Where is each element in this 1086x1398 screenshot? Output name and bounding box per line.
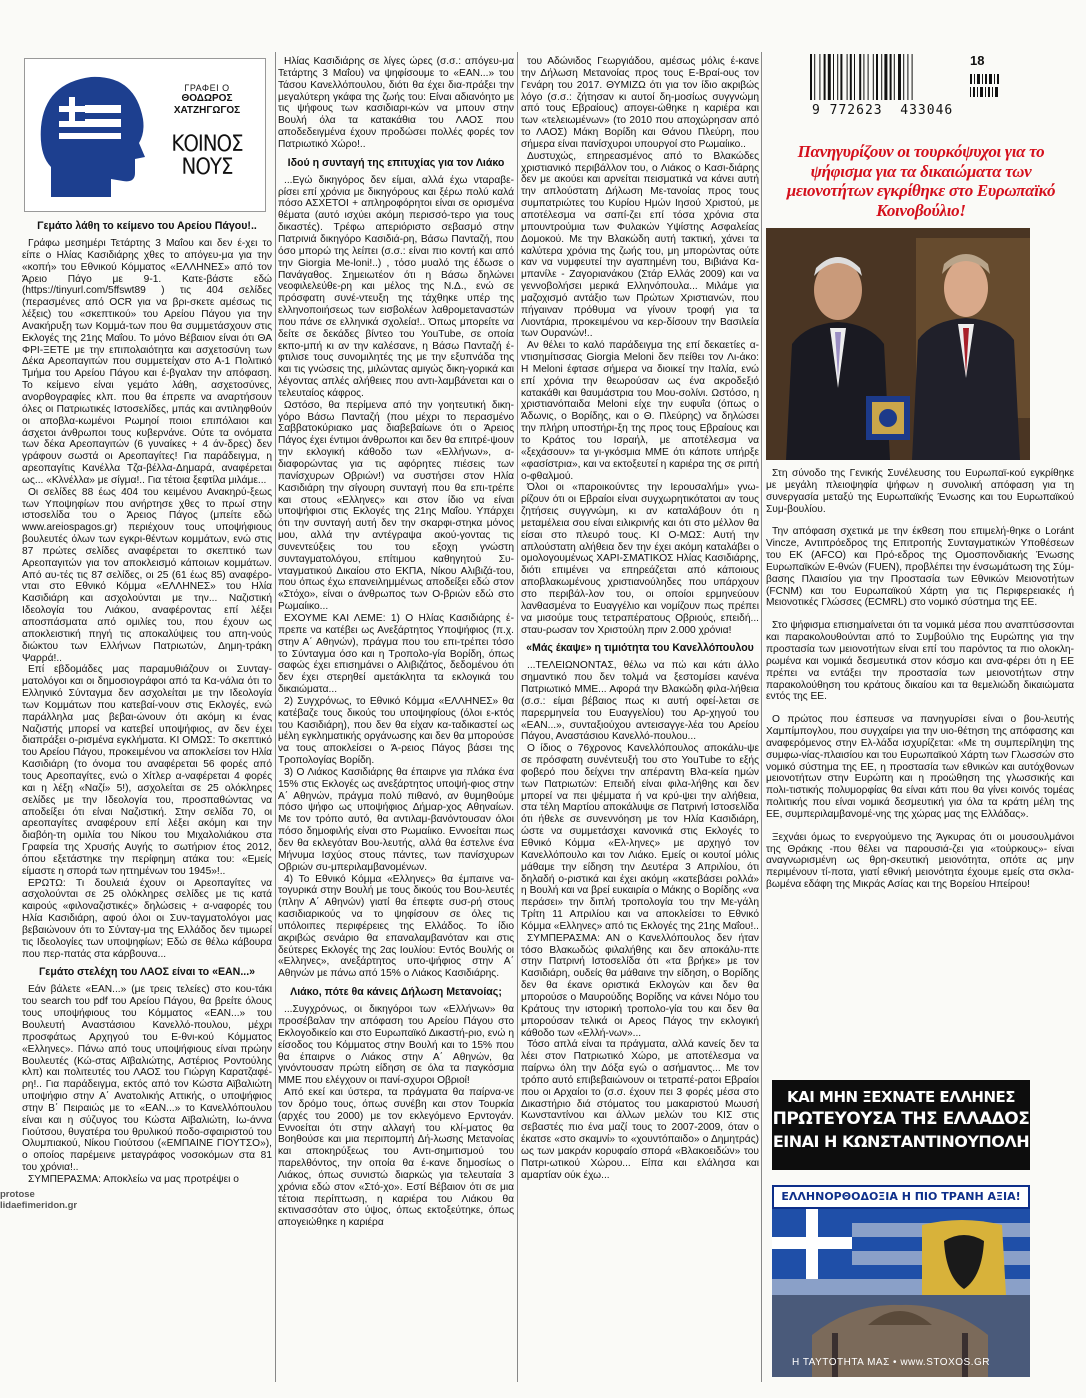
ad-header: ΕΛΛΗΝΟΡΘΟΔΟΞΙΑ Η ΠΙΟ ΤΡΑΝΗ ΑΞΙΑ!	[772, 1185, 1030, 1209]
article-subheading: Ιδού η συνταγή της επιτυχίας για τον Λιάκο	[287, 156, 505, 169]
paragraph: Ο πρώτος που έσπευσε να πανηγυρίσει είναι ο βου-λευτής Χαμπίμπογλου, που συγχαίρει για την υιο-θέτηση της απόφασης και αναφερόμενος στην Ελ-λάδα ισχυρίζεται: «Με τη συμπερίληψη της συμφω-νίας-πλαισίου και του Ευρωπαϊκού Χάρτη των Γλωσσών στο νομικό σύστημα της ΕΕ, η προστασία των εθνικών και αυτόχθονων μειονοτήτων στην Ευρώπη και η προώθηση της γλωσσικής και πολι-τιστικής πολυμορφίας θα είναι κάτι που θα γίνει κοινός τομέας πολιτικής που είναι νομικά δεσμευτική για όλα τα κράτη μέλη της ΕΕ, συμπεριλαμβανομέ-νης της χώρας μας της Ελλάδας».	[766, 714, 1074, 820]
article-column-3	[521, 0, 759, 1398]
article-body	[521, 660, 759, 1181]
paragraph: Ο ίδιος ο 76χρονος Κανελλόπουλος αποκάλυ-ψε σε πρόσφατη συνέντευξή του στο YouTube το εξής φοβερό που δείχνει την απέραντη Βλα-κεία ημών των Πατριωτών: Επειδή είναι φιλα-λήθης και δεν μπορεί να πει ψέμματα ή να κρύ-ψει την αλήθεια, στα τέλη Μαρτίου αποκάλυψε σε Πατρινή Ιστοσελίδα ότι ήθελε σε συνεννόηση με τον Ηλία Κασιδιάρη, ώστε να συμμετάσχει κανονικά στις Εκλογές το Εθνικό Κόμμα «Ελ-ληνες» με αρχηγό τον Κανελλόπουλο και τον Λιάκο. Εμείς οι κουτοί μόλις μάθαμε την είδηση την Δευτέρα 3 Απριλίου, ότι δηλαδή ο-ριστικά και έχει ακόμη «κατεβάσει ρολλά» η Βουλή και να βρεί ευκαιρία ο Μάκης ο Βορίδης «να περάσει» την διπλή τροπολογία του την Με-γάλη Τρίτη 11 Απριλίου και να αποκλείσει το Εθνικό Κόμμα «Ελληνες» από τις Εκλογές της 21ης Μαΐου!..	[521, 743, 759, 932]
paragraph: Στη σύνοδο της Γενικής Συνέλευσης του Ευρωπαϊ-κού εγκρίθηκε με μεγάλη πλειοψηφία ψήφων η συνολική απόφαση για τη συνεργασία μεταξύ της Ευρωπαϊκής Ένωσης και του Ευρωπαϊκού Συμ-βουλίου.	[766, 468, 1074, 515]
paragraph: Αν θέλει το καλό παράδειγμα της επί δεκαετίες α-ντισημίτισσας Giorgia Meloni δεν πείθει τον Λι-άκο: Η Meloni έφτασε σήμερα να διοικεί την Ιταλία, ενώ επί χρόνια την θεωρούσαν ως ένα ακροδεξιό κατακάθι και θαυμάστρια του Μου-σολίνι. Ωστόσο, η χριστιανόπαιδα Meloni είχε την ευφυΐα (όπως ο Άδωνις, ο Βορίδης, και ο Θ. Πλεύρης) να δηλώσει την πλήρη υποστήρι-ξη της προς τους Εβραίους και το Κράτος του Ισραήλ, με αποτέλεσμα να «ξεχάσουν» τα γι-γκόσμια ΜΜΕ ότι κάποτε υπήρξε «φασίστρια», και να εκτοξευτεί η καριέρα της σε ριπή ο-φθαλμού.	[521, 340, 759, 482]
paragraph: ...Εγώ δικηγόρος δεν είμαι, αλλά έχω νταραβε-ρίσει επί χρόνια με δικηγόρους και ξέρω πολύ καλά πόσο ΑΣΧΕΤΟΙ + απληροφόρητοι είναι σε ορισμένα θέματα (αυτό ισχύει ακόμη περισσό-τερο για τους δικαστές). Τρέφω απεριόριστο σεβασμό στην Πατρινιά δικηγόρο Κασιδιά-ρη, Βάσω Πανταζή, που όσο μπορώ της λείπει (σ.σ.: είναι πιο κοντή και από την Giorgia Me-loni!..) , τόσο μυαλό της έδωσε ο Πανάγαθος. Σημειωτέον ότι η Βάσω δηλώνει νεοφιλελεύθε-ρη και μέλος της Ν.Δ., ενώ σε πρόσφατη συνέ-ντευξη της τάχθηκε υπέρ της ελληνοποιήσεως των εισβολέων λαθρομεταναστών που πάνε σε ελληνικά σχολεία!.. Όπως μπορείτε να δείτε σε δεκάδες βίντεο του YouTube, σε οποία εκπο-μπή κι αν την καλέσανε, η Βάσω Πανταζή έ-φτιλισε τους συνομιλητές της με την εξυπνάδα της και τις γνώσεις της, μιλώντας αμιγώς δικη-γορικά και λέγοντας απλές αλήθειες που αντι-λαμβάνεται και ο τελευταίος κάφρος.	[278, 174, 514, 399]
article-column-1	[22, 0, 272, 1398]
article-subheading: Λιάκο, πότε θα κάνεις Δήλωση Μετανοίας;	[290, 986, 502, 999]
column-logo	[24, 58, 266, 212]
paragraph: Ηλίας Κασιδιάρης σε λίγες ώρες (σ.σ.: απόγευ-μα Τετάρτης 3 Μαΐου) να ψηφίσουμε το «ΕΑΝ...» του Τάσου Κανελλόπουλου, διότι θα έχει δια-πράξει την μεγαλύτερη γκάφα της ζωής του: Είναι αδιανόητο με τις ψήφους των κασιδιαρι-κών να μπουν στην Βουλή όλα τα κατακάθια του ΛΑΟΣ που αποδεδειγμένα έχουν προδώσει πολλές φορές τον Πατριωτικό Χώρο!..	[278, 56, 514, 150]
author-name-line2: ΧΑΤΖΗΓΩΓΟΣ	[173, 105, 241, 116]
ad-line-2: ΠΡΩΤΕΥΟΥΣΑ ΤΗΣ ΕΛΛΑΔΟΣ	[772, 1109, 1030, 1129]
series-title-line1: ΚΟΙΝΟΣ	[171, 132, 243, 157]
paragraph: Δυστυχώς, επηρεασμένος από το Βλακώδες χριστιανικό περιβάλλον του, ο Λιάκος ο Κασι-διάρης δεν με ακούει και αρνείται πεισματικά να κάνει αυτή την απλούστατη Δήλωση Με-τανοίας προς τους συμπατριώτες του Κυρίου Ημών Ιησού Χριστού, με αποτέλεσμα να σαπί-ζει επί τόσα χρόνια στα μπουντρούμια των Φυλακών Υψίστης Ασφαλείας Δομοκού. Με την Βλακώδη αυτή τακτική, χάνει τα καλύτερα χρόνια της ζωής του, μη μπορώντας ούτε καν να νυμφευτεί την αγαπημένη του, Βιβιάνα Κα-μπανίλε - Ζαγοριανάκου (Στάρ Ελλάς 2009) και να γεννοβολήσει μερικά Ελληνόπουλα... Μιλάμε για μαζοχισμό αντάξιο των Πρώτων Χριστιανών, που πήγαιναν πρόθυμα να γίνουν τροφή για τα Λιοντάρια, προκειμένου να κερ-δίσουν την Βασιλεία των Ουρανών!..	[521, 150, 759, 340]
paragraph: Την απόφαση σχετικά με την έκθεση που επιμελή-θηκε ο Loránt Vincze, Αντιπρόεδρος της Επιτροπής Συνταγματικών Υποθέσεων του ΕΚ (AFCO) και Πρό-εδρος της Ομοσπονδιακής Ένωσης Ευρωπαϊκών Ε-θνών (FUEN), προβλέπει την ένσωμάτωση της Σύμ-βασης Πλαισίου για την Προστασία των Εθνικών Μειονοτήτων (FCNM) και του Ευρωπαϊκού Χάρτη για τις Περιφερειακές ή Μειονοτικές Γλώσσες (ECMRL) στο νομικό σύστημα της ΕΕ.	[766, 526, 1074, 609]
paragraph: ΕΧΟΥΜΕ ΚΑΙ ΛΕΜΕ: 1) Ο Ηλίας Κασιδιάρης έ-πρεπε να κατέβει ως Ανεξάρτητος Υποψήφιος (π.χ. στην Α΄ Αθηνών), πράγμα που του επι-τρέπει τόσο το Σύνταγμα όσο και η Τροπολο-γία Βορίδη, όπως σαφώς έχει επισημάνει ο Αλιβιζάτος, δεδομένου ότι δεν έχει στερηθεί αμετάκλητα τα εκλογικά του δικαιώματα...	[278, 612, 514, 696]
series-title-line2: ΝΟΥΣ	[181, 155, 233, 180]
news-body	[766, 468, 1074, 902]
paragraph: Ξεχνάει όμως το ενεργούμενο της Άγκυρας ότι οι μουσουλμάνοι της Θράκης -που θέλει να παρουσιά-ζει για «τούρκους»- είναι αναγνωρισμένη ως θρη-σκευτική μειονότητα, οπότε ας μην περιμένουν τί-ποτα, γιατί εθνική μειονότητα έχουμε εμείς στα σκλα-βωμένα εδάφη της Μικράς Ασίας και της Βορείου Ηπείρου!	[766, 831, 1074, 891]
column-rule	[275, 52, 276, 1382]
news-photo	[766, 228, 1030, 460]
column-rule	[517, 52, 518, 1382]
banner-ad-constantinople	[772, 1080, 1030, 1170]
ad-footer: Η ΤΑΥΤΟΤΗΤΑ ΜΑΣ • www.STOXOS.GR	[792, 1357, 990, 1368]
paragraph: Ωστόσο, θα περίμενα από την γοητευτική δικη-γόρο Βάσω Πανταζή (που μέχρι το περασμένο Σαββατοκύριακο μας διαβεβαίωνε ότι ο Άρειος Πάγος έχει έντιμοι άνθρωποι και δεν θα επιτρέ-ψουν την εκλογική κάθοδο των «Ελλήνων», α-διαφορώντας για τις αφόρητες πιέσεις των πανίσχυρων Οβριών!) να συστήσει στον Ηλία Κασιδιάρη την σίγουρη συνταγή που θα επι-τρέπε και στους «Ελληνες» και στον ίδιο να είναι υποψήφιοι στις Εκλογές της 21ης Μαΐου. Υπάρχει ότι την συνταγή αυτή δεν την σκαρφι-στηκα μόνος μου, αλλά την αντέγραψα ακού-γοντας τις συνεντεύξεις του του εξοχη γνώστη συνταγματολόγου, επίτιμου καθηγητού Συ-νταγματικού Δικαίου στο ΕΚΠΑ, Νίκου Αλιβιζά-του, που όπως έχω επανειλημμένως αποδείξει εδώ στον «Στόχο», είναι ο άνθρωπος των Ο-βριών εδώ στο Ρωμαίικο...	[278, 399, 514, 613]
article-subheading: Γεμάτο λάθη το κείμενο του Αρείου Πάγου!..	[37, 220, 257, 232]
byline	[151, 83, 263, 179]
author-name-line1: ΘΟΔΩΡΟΣ	[181, 93, 233, 104]
article-body	[278, 56, 514, 151]
article-body	[521, 56, 759, 636]
page-number: 18	[970, 53, 985, 68]
article-subheading: Γεμάτο στελέχη του ΛΑΟΣ είναι το «ΕΑΝ...»	[38, 966, 256, 979]
article-subheading: «Μάς έκαψε» η τιμιότητα του Κανελλόπουλου	[526, 642, 754, 655]
barcode	[808, 52, 964, 108]
paragraph: Τόσο απλά είναι τα πράγματα, αλλά κανείς δεν τα λέει στον Πατριωτικό Χώρο, με αποτέλεσμα να παίρνω όλη την Δόξα εγώ ο ασήμαντος... Με τον τρόπο αυτό επιβεβαιώνουν οι τετραπέ-ρατοι Εβραίοι που οι Αρχαίοι το (σ.σ. έχουν πει 3 φορές μέσα στο Δικαστήριο διά στόματος του μακαριστού Μωυσή Κωνσταντίνου και άλλων μελών του ΚΙΣ στις σεβαστές πιο ένα μαζί τους το 2007-2009, όταν ο έκατσε «στο σκαμνί» το «χουντόπαιδο» ο Δημητράς) ως των μακράν κορυφαίο σπορά «Βλακοειδών» του Πατρι-ωτικού Χώρου... Είπα και ελάλησα και αμαρτίαν ούκ έχω...	[521, 1039, 759, 1181]
paragraph: ΣΥΜΠΕΡΑΣΜΑ: ΑΝ ο Κανελλόπουλος δεν ήταν τόσο Βλακωδώς φιλαλήθης και δεν αποκάλυ-πτε στην Πατρινή Ιστοσελίδα ότι «τα βρήκε» με τον Κασιδιάρη, ουδείς θα μάθαινε την είδηση, ο Βορίδης δεν θα έκανε οριστικά Εκλογών και δεν θα μπορούσε ο Μαυρούδης Βορίδης να κάνει Νόμο του Κράτους την ιστορική τροπολο-γία του και δεν θα μπορούσαν τελικά οι Αρεος Πάγος την εκλογική κάθοδο των «Ελλή-νων»...	[521, 932, 759, 1039]
ad-line-1: ΚΑΙ ΜΗΝ ΞΕΧΝΑΤΕ ΕΛΛΗΝΕΣ	[786, 1088, 1015, 1106]
article-body	[278, 1004, 514, 1229]
banner-ad-orthodoxy	[772, 1185, 1030, 1377]
paragraph: ...ΤΕΛΕΙΩΝΟΝΤΑΣ, θέλω να πώ και κάτι άλλο σημαντικό που δεν τολμά να ξεστομίσει κανένα Πατριωτικό ΜΜΕ... Αφορά την Βλακώδη φιλα-λήθεια (σ.σ.: είμαι βέβαιος πως κι αυτή οφεί-λεται σε παρερμηνεία του Ευαγγελίου) του Αρ-χηγού του «ΕΑΝ...», συνταξιούχου αντεισαγγε-λέα του Αρείου Πάγου, Αναστάσιου Κανελλό-πουλου...	[521, 660, 759, 743]
news-headline: Πανηγυρίζουν οι τουρκόψυχοι για το ψήφισμα για τα δικαιώματα των μειονοτήτων εγκρίθηκε στο Ευρωπαϊκό Κοινοβούλιο!	[786, 142, 1056, 220]
page-barcode	[970, 72, 1002, 100]
paragraph: Όλοι οι «παροικούντες την Ιερουσαλήμ» γνω-ρίζουν ότι οι Εβραίοι είναι συγχωρητικότατοι αν τους ζητήσεις συγγνώμη, κι αν καταλάβουν ότι η μεταμέλεια σου είναι ειλικρινής και ότι στο μέλλον θα είσαι στο πλευρό τους. ΚΙ Ο-ΜΩΣ: Αυτή την απλούστατη αλήθεια δεν την έχει ακόμη καταλάβει ο ομολογουμένως ΧΑΡΙ-ΣΜΑΤΙΚΟΣ Ηλίας Κασιδιάρης, διότι επιμένει να επηρεάζεται από κάποιους αποβλακωμένους χριστιανούληδες που υπάρχουν στο περιβάλ-λον του, οι οποίοι ερμηνεύουν λανθασμένα το Ευαγγέλιο και νομίζουν πως πρέπει να μισούμε τους τετραπέρατους Οβριούς, επειδή... σταυ-ρωσαν τον Χριστούλη πριν 2.000 χρόνια!	[521, 482, 759, 636]
paragraph: Γράφω μεσημέρι Τετάρτης 3 Μαΐου και δεν έ-χει το είπε ο Ηλίας Κασιδιάρης χθες το απόγευ-μα για την «κοπή» του Εθνικού Κόμματος «ΕΛΛΗΝΕΣ» από τον Άρειο Πάγο με 9-1. Κατε-βάστε εδώ (https://tinyurl.com/5ffswt89 ) τις 404 σελίδες (περασμένες από OCR για να βρι-σκετε αμέσως τις λέξεις) του «σκεπτικού» του Αρείου Πάγου για την Ανακήρυξη των Κομμά-των που θα συμμετάσχουν στις Εκλογές της 21ης Μαΐου. Το μόνο Βέβαιον είναι ότι ΘΑ ΦΡΙ-ΞΕΤΕ με την επιπολαιότητα και ασχετοσύνη των Δέκα Αρεοπαγιτών που συμμετείχαν στο Α-1 Πολιτικό Τμήμα του Αρείου Πάγου και έ-βγαλαν την απόφαση. Το κείμενο είναι γεμάτο λάθη, ασχετοσύνες, ανορθογραφίες κλπ. που θα έπρεπε να αναρτήσουν όλες οι Πατριωτικές Ιστοσελίδες, μπάς και αντιληφθούν οι αποβλα-κωμένοι Ρωμηοί ποιοι επιπόλαιοι και άσχετοι άνθρωποι τους κυβερνάνε. Ούτε τα ονόματα των δέκα Αρεοπαγιτών (6 γυναίκες + 4 άν-δρες) δεν γράφουν σωστά οι Αρεοπαγίτες! Για παράδειγμα, η αρεοπαγίτις Κανέλλα Τζα-βέλλα-Δημαρά, αναφέρεται ως... «Κλνέλλα» με σίγμα!.. Για τέτοια ξεφτίλα μιλάμε...	[22, 238, 272, 486]
head-silhouette-icon	[31, 67, 151, 205]
paragraph: του Αδώνιδος Γεωργιάδου, αμέσως μόλις έ-κανε την Δήλωση Μετανοίας προς τους Ε-Βραί-ους τον Γενάρη του 2017. ΘΥΜΙΖΩ ότι για τον ίδιο ακριβώς λόγο (σ.σ.: ζήτησαν κι αυτοί δη-μοσίως συγγνώμη από τους Εβραίους) απογει-ώθηκε η καριέρα και των «τελειωμένων» (το 2010 που αποχώρησαν από το ΛΑΟΣ) Μάκη Βορίδη και Θάνου Πλεύρη, που σήμερα είναι πανίσχυροι υπουργοί στο Ρωμαίικο..	[521, 56, 759, 150]
barcode-number: 9 772623 433046	[812, 103, 954, 118]
paragraph: Από εκεί και ύστερα, τα πράγματα θα παίρνα-νε τον δρόμο τους, όπως συνέβη και στον Τουρκία (αρχές του 2000) με τον εκλεγόμενο Ερντογάν. Εννοείται ότι στην αλλαγή του κλί-ματος θα Βοηθούσε και μια περιπομπή Δή-λωσης Μετανοίας και αποκηρύξεως του Αντι-σημιτισμού του παρελθόντος, την οποία θα έ-κανε δημοσίως ο Λιάκος, όπως συνιστώ διαρκώς για τελευταία 3 χρόνια εδώ στον «Στό-χο». Εστί Βέβαιον ότι σε μια τέτοια περίπτωση, η καριέρα του Λιάκου θα εκτινασσόταν στο ύψος, όπως εκτοξεύτηκε, όπως απογειώθηκε η καριέρα	[278, 1087, 514, 1229]
watermark: protose lidaefimeridon.gr	[0, 1189, 78, 1211]
article-body	[22, 238, 272, 960]
paragraph: 2) Συγχρόνως, το Εθνικό Κόμμα «ΕΛΛΗΝΕΣ» θα κατέβαζε τους δικούς του υποψηφίους (όλοι ε-κτός του Κασιδιάρη), που δεν θα είχαν κα-ταδικαστεί ως μέλη εγκληματικής οργάνωσης και δεν θα μπορούσε να τους αποκλείσει ο Ά-ρειος Πάγος βάσει της Τροπολογίας Βορίδη.	[278, 695, 514, 767]
paragraph: Επί εβδομάδες μας παραμυθιάζουν οι Συνταγ-ματολόγοι και οι δημοσιογράφοι από τα Κα-νάλια ότι το Ελληνικό Σύνταγμα δεν ασχολείται με την Ιδεολογία των Κομμάτων που κατεβαί-νουν στις Εκλογές, ενώ παράλληλα μας βεβαι-ώνουν ότι ακόμη κι ένας Ναζιστής μπορεί να κατεβεί υποψήφιος, αν δεν έχει διαπράξει ο-ρισμένα εγκλήματα. ΚΙ ΟΜΩΣ: Το σκεπτικό του Αρείου Πάγου, προκειμένου να αποκλείσει τον Ηλία Κασιδιάρη (το όνομα του αναφέρεται 56 φορές από τους Αρεοπαγίτες, ενώ ο Χίτλερ α-ναφέρεται 4 φορές και η λέξη «Ναζί» 5!), ασχολείται σε 25 ολόκληρες σελίδες με την Ιδεολογία του, προσπαθώντας να αποδείξει ότι είναι Ναζιστική. Στην σελίδα 70, οι αρεοπαγίτες αναφέρουν επί λέξει ακόμη και την διαβόη-τη ομιλία του Νίκου του Μιχαλολιάκου στα Γραφεία της Χρυσής Αυγής το σωτήριον έτος 2012, όπου εξετάστηκε την περίφημη ατάκα του: «Εμείς είμαστε η σπορά των ηττημένων του 1945»!..	[22, 664, 272, 877]
article-body	[22, 984, 272, 1185]
greek-flag-eagle-image	[772, 1185, 1030, 1377]
paragraph: ΣΥΜΠΕΡΑΣΜΑ: Αποκλείω να μας προτρέψει ο	[28, 1173, 239, 1185]
article-body	[278, 175, 514, 980]
paragraph: Εάν βάλετε «ΕΑΝ...» (με τρεις τελείες) στο κου-τάκι του search του pdf του Αρείου Πάγου, θα βρείτε όλους τους υποψήφιους του Κόμματος «ΕΑΝ...» του Βουλευτή Αναστάσιου Κανελλό-πουλου, μέχρι προσφάτως Αρχηγού του Ε-θνι-κού Κόμματος «Ελληνες». Πάνω από τους υποψήφιους είναι πρώην Βουλευτές (Κώ-στας Αϊβαλιώτης, Αστέριος Ροντούλης κλπ) και πολιτευτές του ΛΑΟΣ του Γιώργη Καρατζαφέ-ρη!.. Για παράδειγμα, εκτός από τον Κώστα Αϊβαλιώτη υποψήφιο στην Α΄ Ανατολικής Αττικής, ο υποψήφιος στην Β΄ Πειραιώς με το «ΕΑΝ...» το Κανελλόπουλου είναι και η σύζυγος του Κώστα Αϊβαλιώτη, Ιω-άννα Γιούτσου, θυγατέρα του θρυλικού ποδο-σφαιριστού του Ολυμπιακού, Νίκου Γιούτσου («ΕΜΠΑΙΝΕ ΓΙΟΥΤΣΟ»), ο οποίος παρέμεινε μεταγράφος νοσοκόμων στα 81 του χρόνια!..	[22, 984, 272, 1174]
article-column-2	[278, 0, 514, 1398]
paragraph: ...Συγχρόνως, οι δικηγόροι των «Ελλήνων» θα προσέβαλαν την απόφαση του Αρείου Πάγου στο Εκλογοδικείο και στο Ευρωπαϊκό Δικαστή-ριο, ενώ η είσοδος του Κόμματος στην Βουλή και το 15% που θα έπαιρνε ο Λιάκος στην Α΄ Αθηνών, θα γινόντουσαν πρώτη είδηση σε όλα τα παγκόσμια ΜΜΕ που ελέγχουν οι πανί-σχυροι Οβριοί!	[278, 1004, 514, 1087]
ad-line-3: ΕΙΝΑΙ Η ΚΩΝΣΤΑΝΤΙΝΟΥΠΟΛΗ	[772, 1132, 1030, 1151]
paragraph: Οι σελίδες 88 έως 404 του κειμένου Ανακηρύ-ξεως των Υποψηφίων που ανήρτησε χθες το πρωί στην ιστοσελίδα του ο Άρειος Πάγος (μπείτε εδώ www.areiospagos.gr) περιέχουν τους υποψήφιους βουλευτές όλων των εγκρι-θέντων κομμάτων, ενώ στις 87 πρώτες σελίδες αναφέρεται το σκεπτικό των Αρεοπαγιτών για τον αποκλεισμό κάποιων κομμάτων. Από αυ-τές τις 87 σελίδες, οι 25 (61 έως 85) αναφέρο-νται στο Εθνικό Κόμμα «ΕΛΛΗΝΕΣ» του Ηλία Κασιδιάρη και ασχολούνται με την... Ναζιστική Ιδεολογία του Λιάκου, αναφέροντας επί λέξει αποσπάσματα από ομιλίες του, που έχουν ως αποκλειστική πηγή τις αποκαλύψεις του απη-νούς διώκτου των Ελλήνων Πατριωτών, Δημη-τράκη Ψαρρά!..	[22, 486, 272, 664]
paragraph: 4) Το Εθνικό Κόμμα «Ελληνες» θα έμπαινε να-τογυρικά στην Βουλή με τους δικούς του Βου-λευτές (πλην Α΄ Αθηνών) γιατί θα έπεφτε συσ-ρή στους κασιδιαρικούς να το ψηφίσουν σε όλες τις υπόλοιπες περιφέρειες της Ελλάδος. Το ίδιο ακριβώς σενάριο θα επαναλαμβανόταν και στις δεύτερες Εκλογές της 2ας Ιουλίου: Εντός Βουλής οι «Ελληνες», ανεξάρτητος υπο-ψήφιος στην Α΄ Αθηνών με πάνω από 15% ο Λιάκος Κασιδιάρης.	[278, 873, 514, 980]
column-rule	[761, 52, 762, 1382]
paragraph: 3) Ο Λιάκος Κασιδιάρης θα έπαιρνε για πλάκα ένα 15% στις Εκλογές ως ανεξάρτητος υποψή-φιος στην Α΄ Αθηνών, πράγμα πολύ πιθανό, αν θυμηθούμε πόσο ψήφο ως υποψήφιος Δήμαρ-χος Αθηναίων. Με τον τρόπο αυτό, θα αντιλαμ-βανόντουσαν όλοι πόσο δημοφιλής είναι στο Ρωμαίικο. Εννοείται πως δεν θα εκλεγόταν Βου-λευτής, αλλά θα έστελνε ένα Μήνυμα Ισχύος στους πάντες, των πανίσχυρων Οβριών συ-μπεριλαμβανομένων.	[278, 766, 514, 873]
paragraph: Στο ψήφισμα επισημαίνεται ότι τα νομικά μέσα που αναπτύσσονται και παρακολουθούνται από το Συμβούλιο της Ευρώπης για την προστασία των μειονοτήτων είναι επί του παρόντος τα πιο ολοκλη-ρωμένα και νομικά δεσμευτικά στον κόσμο και ανα-φέρει ότι η ΕΕ πρέπει να εντάξει την προστασία των μειονοτήτων στην παρακολούθηση του κράτους δικαίου και τα θεμελιώδη δικαιώματα εντός της ΕΕ.	[766, 620, 1074, 703]
byline-prefix: ΓΡΑΦΕΙ Ο	[184, 83, 230, 93]
paragraph: ΕΡΩΤΩ: Τι δουλειά έχουν οι Αρεοπαγίτες να ασχολούνται σε 25 ολόκληρες σελίδες με τις κατά καιρούς «φιλοναζιστικές» δηλώσεις + α-ναφορές του Ηλία Κασιδιάρη, αφού όλοι οι Συν-ταγματολόγοι μας βεβαιώνουν ότι το Σύνταγ-μα της Ελλάδος δεν τιμωρεί τις Ιδεολογίες των υποψηφίων; Εδώ σε θέλω κάβουρα που περ-πατάς στα κάρβουνα...	[22, 877, 272, 960]
